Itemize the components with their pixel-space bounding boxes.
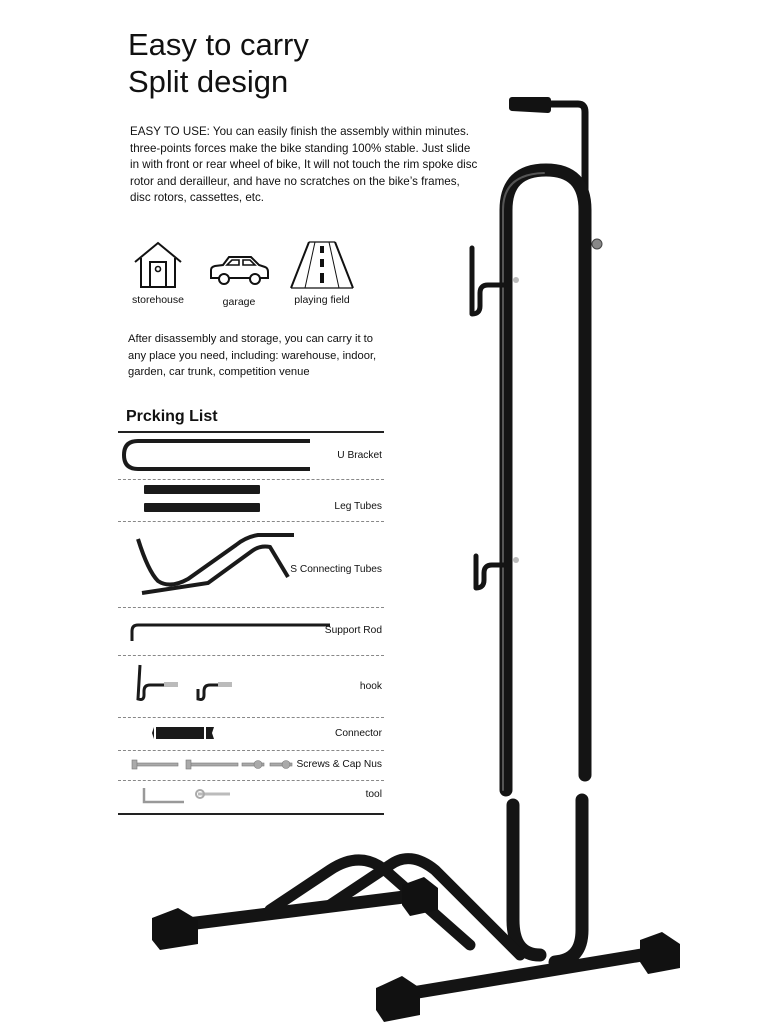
packing-item-label: Screws & Cap Nus <box>296 759 382 770</box>
adjust-knob <box>592 239 602 249</box>
usage-label: playing field <box>294 294 350 306</box>
packing-item-label: U Bracket <box>337 450 382 461</box>
title-line-1: Easy to carry <box>128 27 309 62</box>
packing-item-label: Leg Tubes <box>334 501 382 512</box>
base-upright-right <box>555 800 582 962</box>
base-upright-left <box>513 805 540 955</box>
usage-playing-field <box>286 240 358 306</box>
foot-front-right <box>640 932 680 974</box>
packing-list-title: Prcking List <box>126 408 218 425</box>
packing-item-label: tool <box>365 789 382 800</box>
packing-item <box>118 655 384 718</box>
packing-item <box>118 431 384 480</box>
u-bracket <box>506 170 585 790</box>
packing-list-bottom-rule <box>118 813 384 815</box>
title-line-2: Split design <box>128 64 289 99</box>
packing-list <box>118 431 384 815</box>
packing-item-label: hook <box>359 681 382 692</box>
packing-item <box>118 479 384 522</box>
description-text: EASY TO USE: You can easily finish the assembly within minutes. three-points forces make the bike standing 100% stable. Just slide in with front or rear wheel of bike, It will not touch the rim spoke disc rotor and derailleur, and have no scratches on the bike’s frames, disc rotors, cassettes, etc. <box>130 125 478 204</box>
tool-icon <box>118 780 318 813</box>
usage-label: storehouse <box>132 294 184 306</box>
hook-icon <box>118 655 318 717</box>
leg-tubes-icon <box>118 479 318 521</box>
screws-icon <box>118 750 318 780</box>
packing-item <box>118 717 384 751</box>
u-bracket-icon <box>118 431 318 479</box>
packing-item <box>118 750 384 781</box>
packing-item-label: Support Rod <box>324 625 382 636</box>
car-icon <box>207 252 271 290</box>
house-icon <box>131 240 185 290</box>
road-icon <box>287 240 357 290</box>
usage-label: garage <box>222 296 256 308</box>
support-rod-grip <box>512 100 548 110</box>
connector-icon <box>118 717 318 750</box>
foot-front-left <box>376 976 420 1022</box>
leg-tube-back <box>180 895 420 925</box>
support-rod-icon <box>118 607 338 655</box>
page-title <box>128 26 309 100</box>
usage-storehouse <box>126 240 190 306</box>
foot-back-left <box>152 908 198 950</box>
packing-item <box>118 607 384 656</box>
carry-text: After disassembly and storage, you can carry it to any place you need, including: warehouse, indoor, garden, car trunk, competition venue <box>128 333 377 378</box>
usage-garage <box>206 252 272 308</box>
s-tubes-icon <box>118 521 318 607</box>
packing-item-label: Connector <box>334 728 382 739</box>
packing-item <box>118 521 384 608</box>
packing-item <box>118 780 384 813</box>
packing-item-label: S Connecting Tubes <box>290 564 382 575</box>
usage-icons <box>126 240 376 320</box>
